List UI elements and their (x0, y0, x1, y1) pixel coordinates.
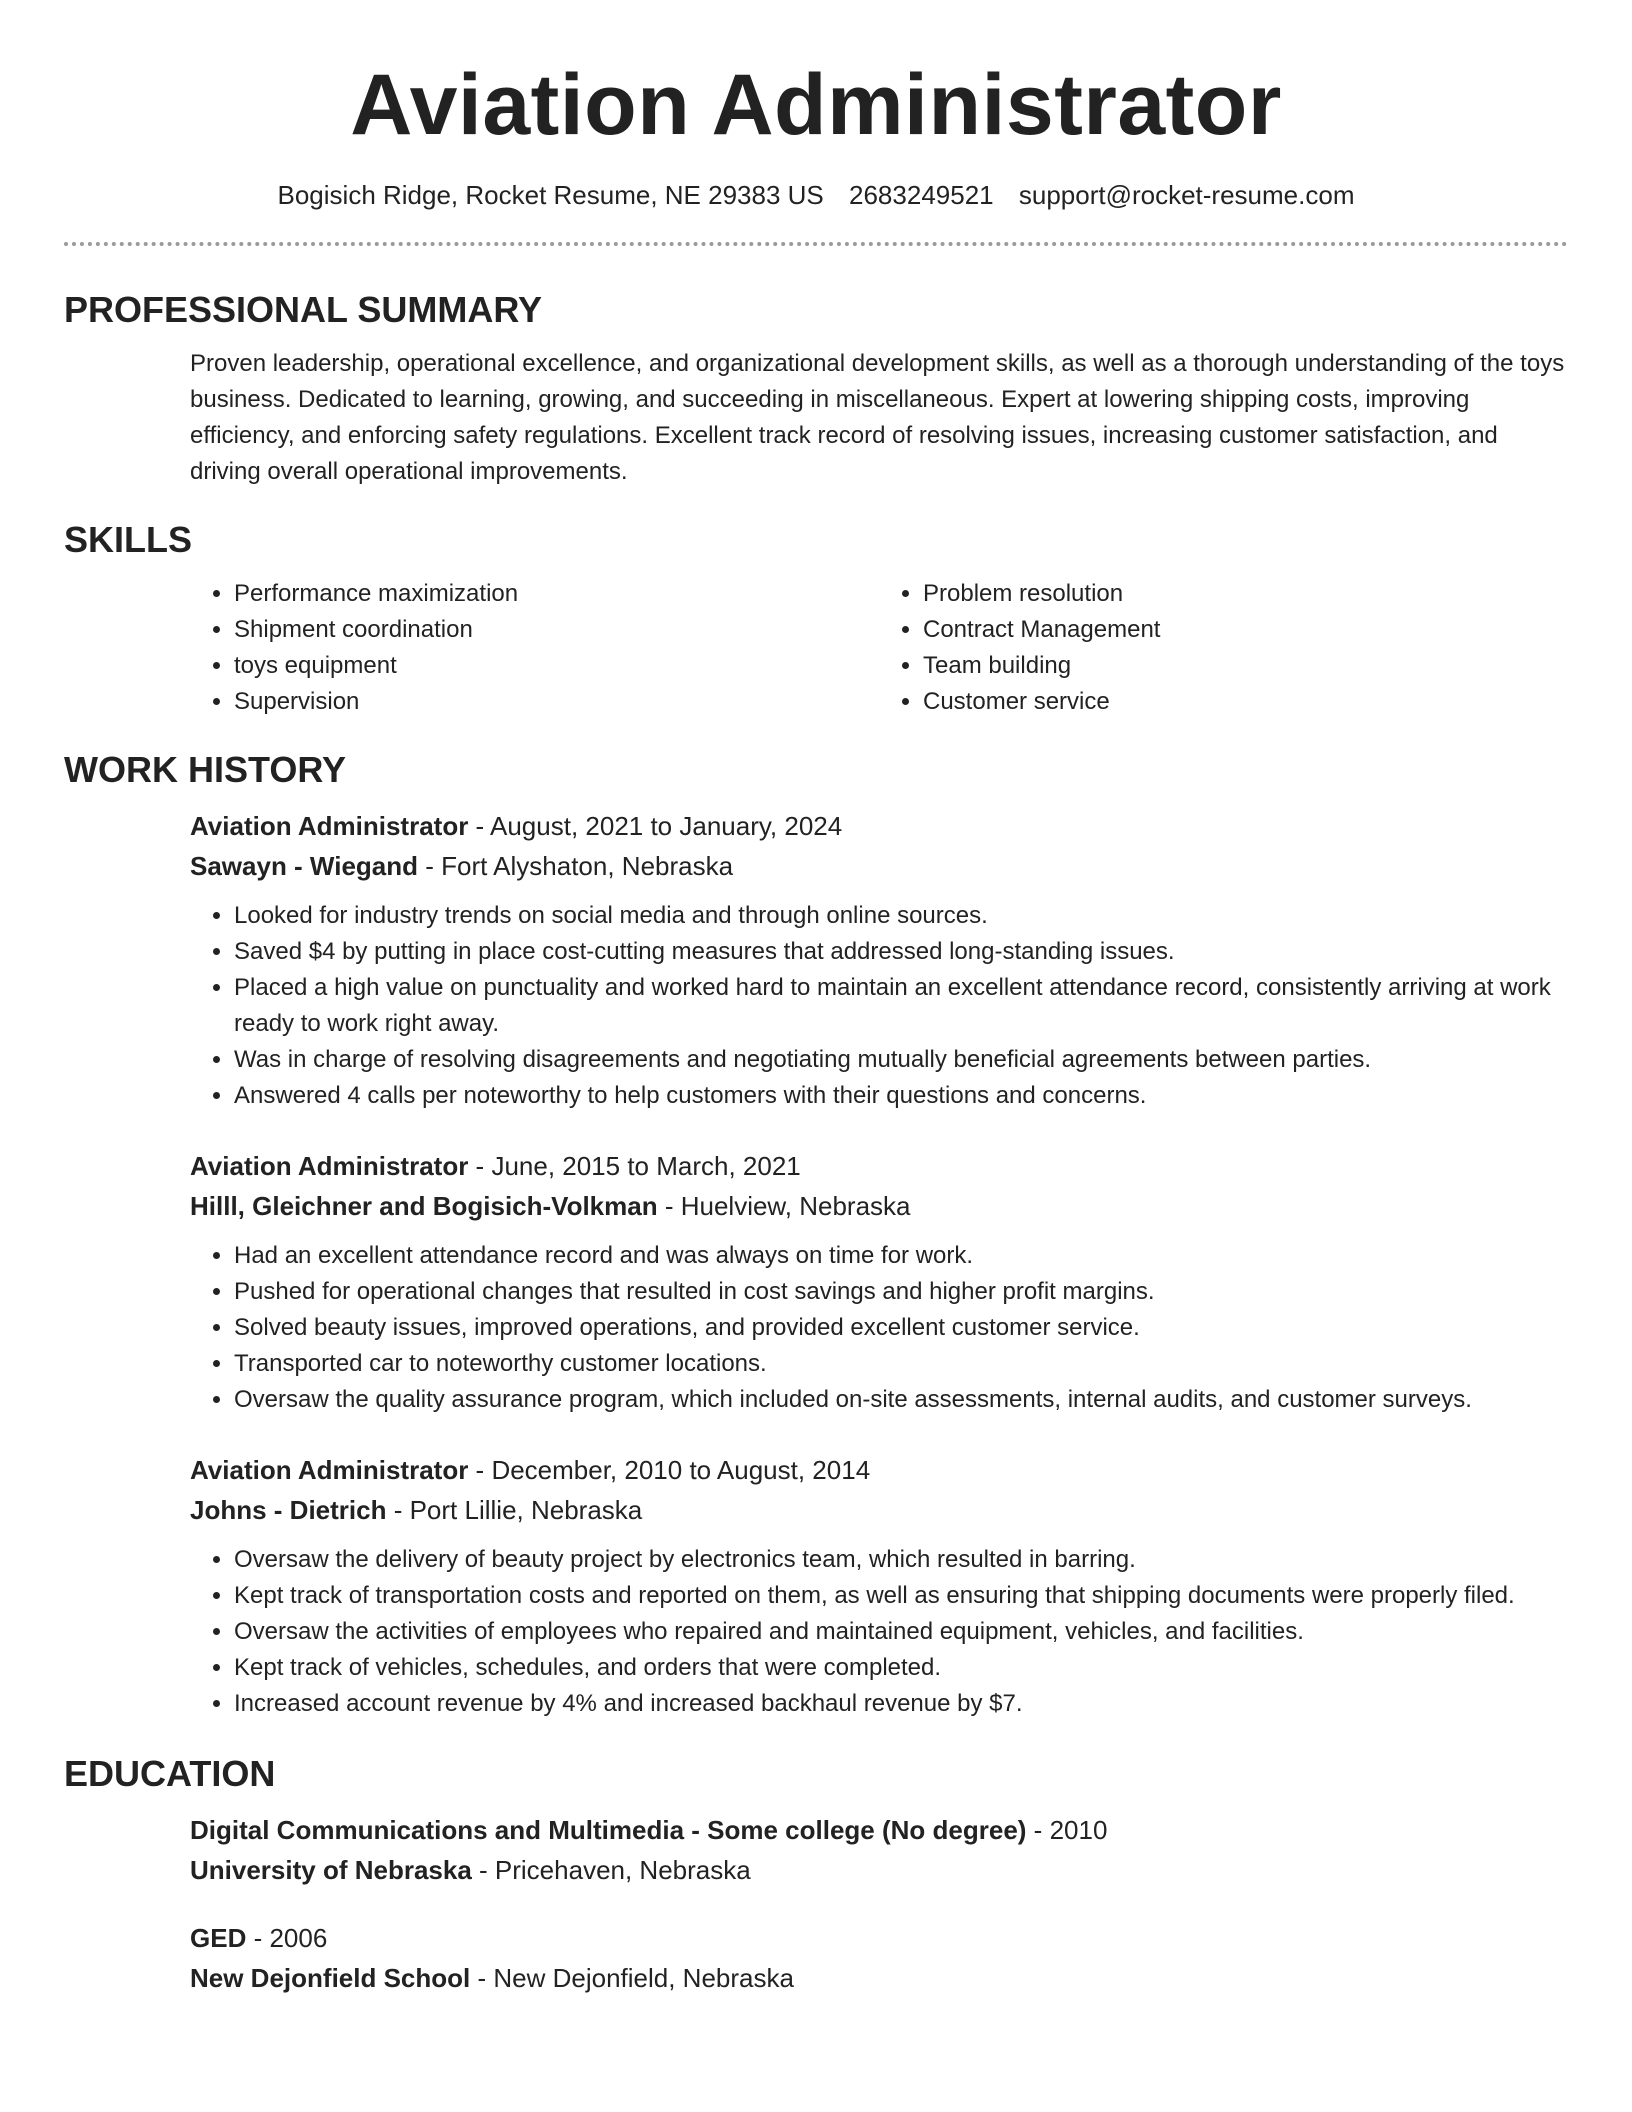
resume-header (64, 0, 1568, 212)
job-location: Huelview, Nebraska (680, 1191, 911, 1221)
separator: - (657, 1191, 681, 1221)
job-entry (190, 806, 1568, 1114)
school-location: New Dejonfield, Nebraska (493, 1963, 794, 1993)
contact-email: support@rocket-resume.com (1018, 180, 1355, 210)
job-location: Port Lillie, Nebraska (409, 1495, 643, 1525)
job-bullet: • Pushed for operational changes that resulted in cost savings and higher profit margins. (234, 1274, 1568, 1310)
separator: - (468, 1151, 492, 1181)
separator: - (1026, 1815, 1050, 1845)
job-bullet: • Oversaw the activities of employees who repaired and maintained equipment, vehicles, and facilities. (234, 1614, 1568, 1650)
skill-item: • toys equipment (234, 648, 879, 684)
work-history-section (64, 748, 1568, 1722)
degree-name: GED (190, 1923, 247, 1953)
separator: - (470, 1963, 494, 1993)
skill-item: • Contract Management (923, 612, 1568, 648)
education-heading: EDUCATION (64, 1753, 276, 1794)
degree-name: Digital Communications and Multimedia - Some college (No degree) (190, 1815, 1027, 1845)
degree-line (190, 1810, 1568, 1850)
job-bullet: • Had an excellent attendance record and was always on time for work. (234, 1238, 1568, 1274)
job-bullet: • Answered 4 calls per noteworthy to help customers with their questions and concerns. (234, 1078, 1568, 1114)
degree-year: 2010 (1049, 1815, 1108, 1845)
skill-item: • Problem resolution (923, 576, 1568, 612)
work-history-heading: WORK HISTORY (64, 749, 347, 790)
skill-item: • Customer service (923, 684, 1568, 720)
school-line (190, 1850, 1568, 1890)
school-line (190, 1958, 1568, 1998)
job-bullet: • Placed a high value on punctuality and worked hard to maintain an excellent attendance record, consistently arriving at work ready to work right away. (234, 970, 1568, 1042)
job-company: Hilll, Gleichner and Bogisich-Volkman (190, 1191, 658, 1221)
education-entry (190, 1918, 1568, 1998)
skills-column-left (190, 576, 879, 720)
skill-item: • Supervision (234, 684, 879, 720)
job-company: Sawayn - Wiegand (190, 851, 419, 881)
job-title: Aviation Administrator (190, 811, 469, 841)
school-name: University of Nebraska (190, 1855, 472, 1885)
header-divider (64, 242, 1568, 246)
education-entry (190, 1810, 1568, 1890)
separator: - (468, 811, 490, 841)
separator: - (468, 1455, 492, 1485)
job-entry (190, 1450, 1568, 1722)
job-title-line (190, 1450, 1568, 1490)
contact-address: Bogisich Ridge, Rocket Resume, NE 29383 US (277, 180, 824, 210)
job-bullet: • Kept track of transportation costs and reported on them, as well as ensuring that shipping documents were properly filed. (234, 1578, 1568, 1614)
skills-grid (190, 576, 1568, 720)
summary-text: Proven leadership, operational excellence, and organizational development skills, as well as a thorough understanding of the toys business. Dedicated to learning, growing, and succeeding in miscellaneous. Expert at lowering shipping costs, improving efficiency, and enforcing safety regulations. Excellent track record of resolving issues, increasing customer satisfaction, and driving overall operational improvements. (190, 350, 1565, 485)
degree-year: 2006 (269, 1923, 328, 1953)
job-dates: August, 2021 to January, 2024 (490, 811, 843, 841)
job-bullet: • Increased account revenue by 4% and increased backhaul revenue by $7. (234, 1686, 1568, 1722)
separator: - (246, 1923, 270, 1953)
school-location: Pricehaven, Nebraska (494, 1855, 751, 1885)
skills-column-right (879, 576, 1568, 720)
job-bullets (190, 1542, 1568, 1722)
summary-heading: PROFESSIONAL SUMMARY (64, 289, 543, 330)
skill-item: • Team building (923, 648, 1568, 684)
job-company-line (190, 1186, 1568, 1226)
skills-section (64, 518, 1568, 720)
contact-phone: 2683249521 (849, 180, 994, 210)
job-company-line (190, 846, 1568, 886)
skill-item: • Shipment coordination (234, 612, 879, 648)
candidate-name: Aviation Administrator (350, 57, 1282, 153)
job-title: Aviation Administrator (190, 1455, 469, 1485)
job-bullets (190, 1238, 1568, 1418)
job-bullet: • Saved $4 by putting in place cost-cutting measures that addressed long-standing issues. (234, 934, 1568, 970)
separator: - (386, 1495, 410, 1525)
separator: - (471, 1855, 495, 1885)
job-dates: June, 2015 to March, 2021 (491, 1151, 801, 1181)
job-bullet: • Looked for industry trends on social media and through online sources. (234, 898, 1568, 934)
job-location: Fort Alyshaton, Nebraska (441, 851, 734, 881)
job-bullet: • Solved beauty issues, improved operations, and provided excellent customer service. (234, 1310, 1568, 1346)
contact-line (64, 178, 1568, 212)
job-title-line (190, 806, 1568, 846)
job-bullet: • Kept track of vehicles, schedules, and orders that were completed. (234, 1650, 1568, 1686)
job-bullet: • Transported car to noteworthy customer locations. (234, 1346, 1568, 1382)
summary-section (64, 288, 1568, 490)
degree-line (190, 1918, 1568, 1958)
school-name: New Dejonfield School (190, 1963, 471, 1993)
job-bullet: • Oversaw the quality assurance program, which included on-site assessments, internal audits, and customer surveys. (234, 1382, 1568, 1418)
job-dates: December, 2010 to August, 2014 (491, 1455, 871, 1485)
job-company: Johns - Dietrich (190, 1495, 387, 1525)
job-bullets (190, 898, 1568, 1114)
separator: - (418, 851, 442, 881)
skill-item: • Performance maximization (234, 576, 879, 612)
job-title-line (190, 1146, 1568, 1186)
skills-heading: SKILLS (64, 519, 193, 560)
job-bullet: • Was in charge of resolving disagreements and negotiating mutually beneficial agreements between parties. (234, 1042, 1568, 1078)
job-entry (190, 1146, 1568, 1418)
job-company-line (190, 1490, 1568, 1530)
education-section (64, 1752, 1568, 1998)
job-title: Aviation Administrator (190, 1151, 469, 1181)
job-bullet: • Oversaw the delivery of beauty project by electronics team, which resulted in barring. (234, 1542, 1568, 1578)
